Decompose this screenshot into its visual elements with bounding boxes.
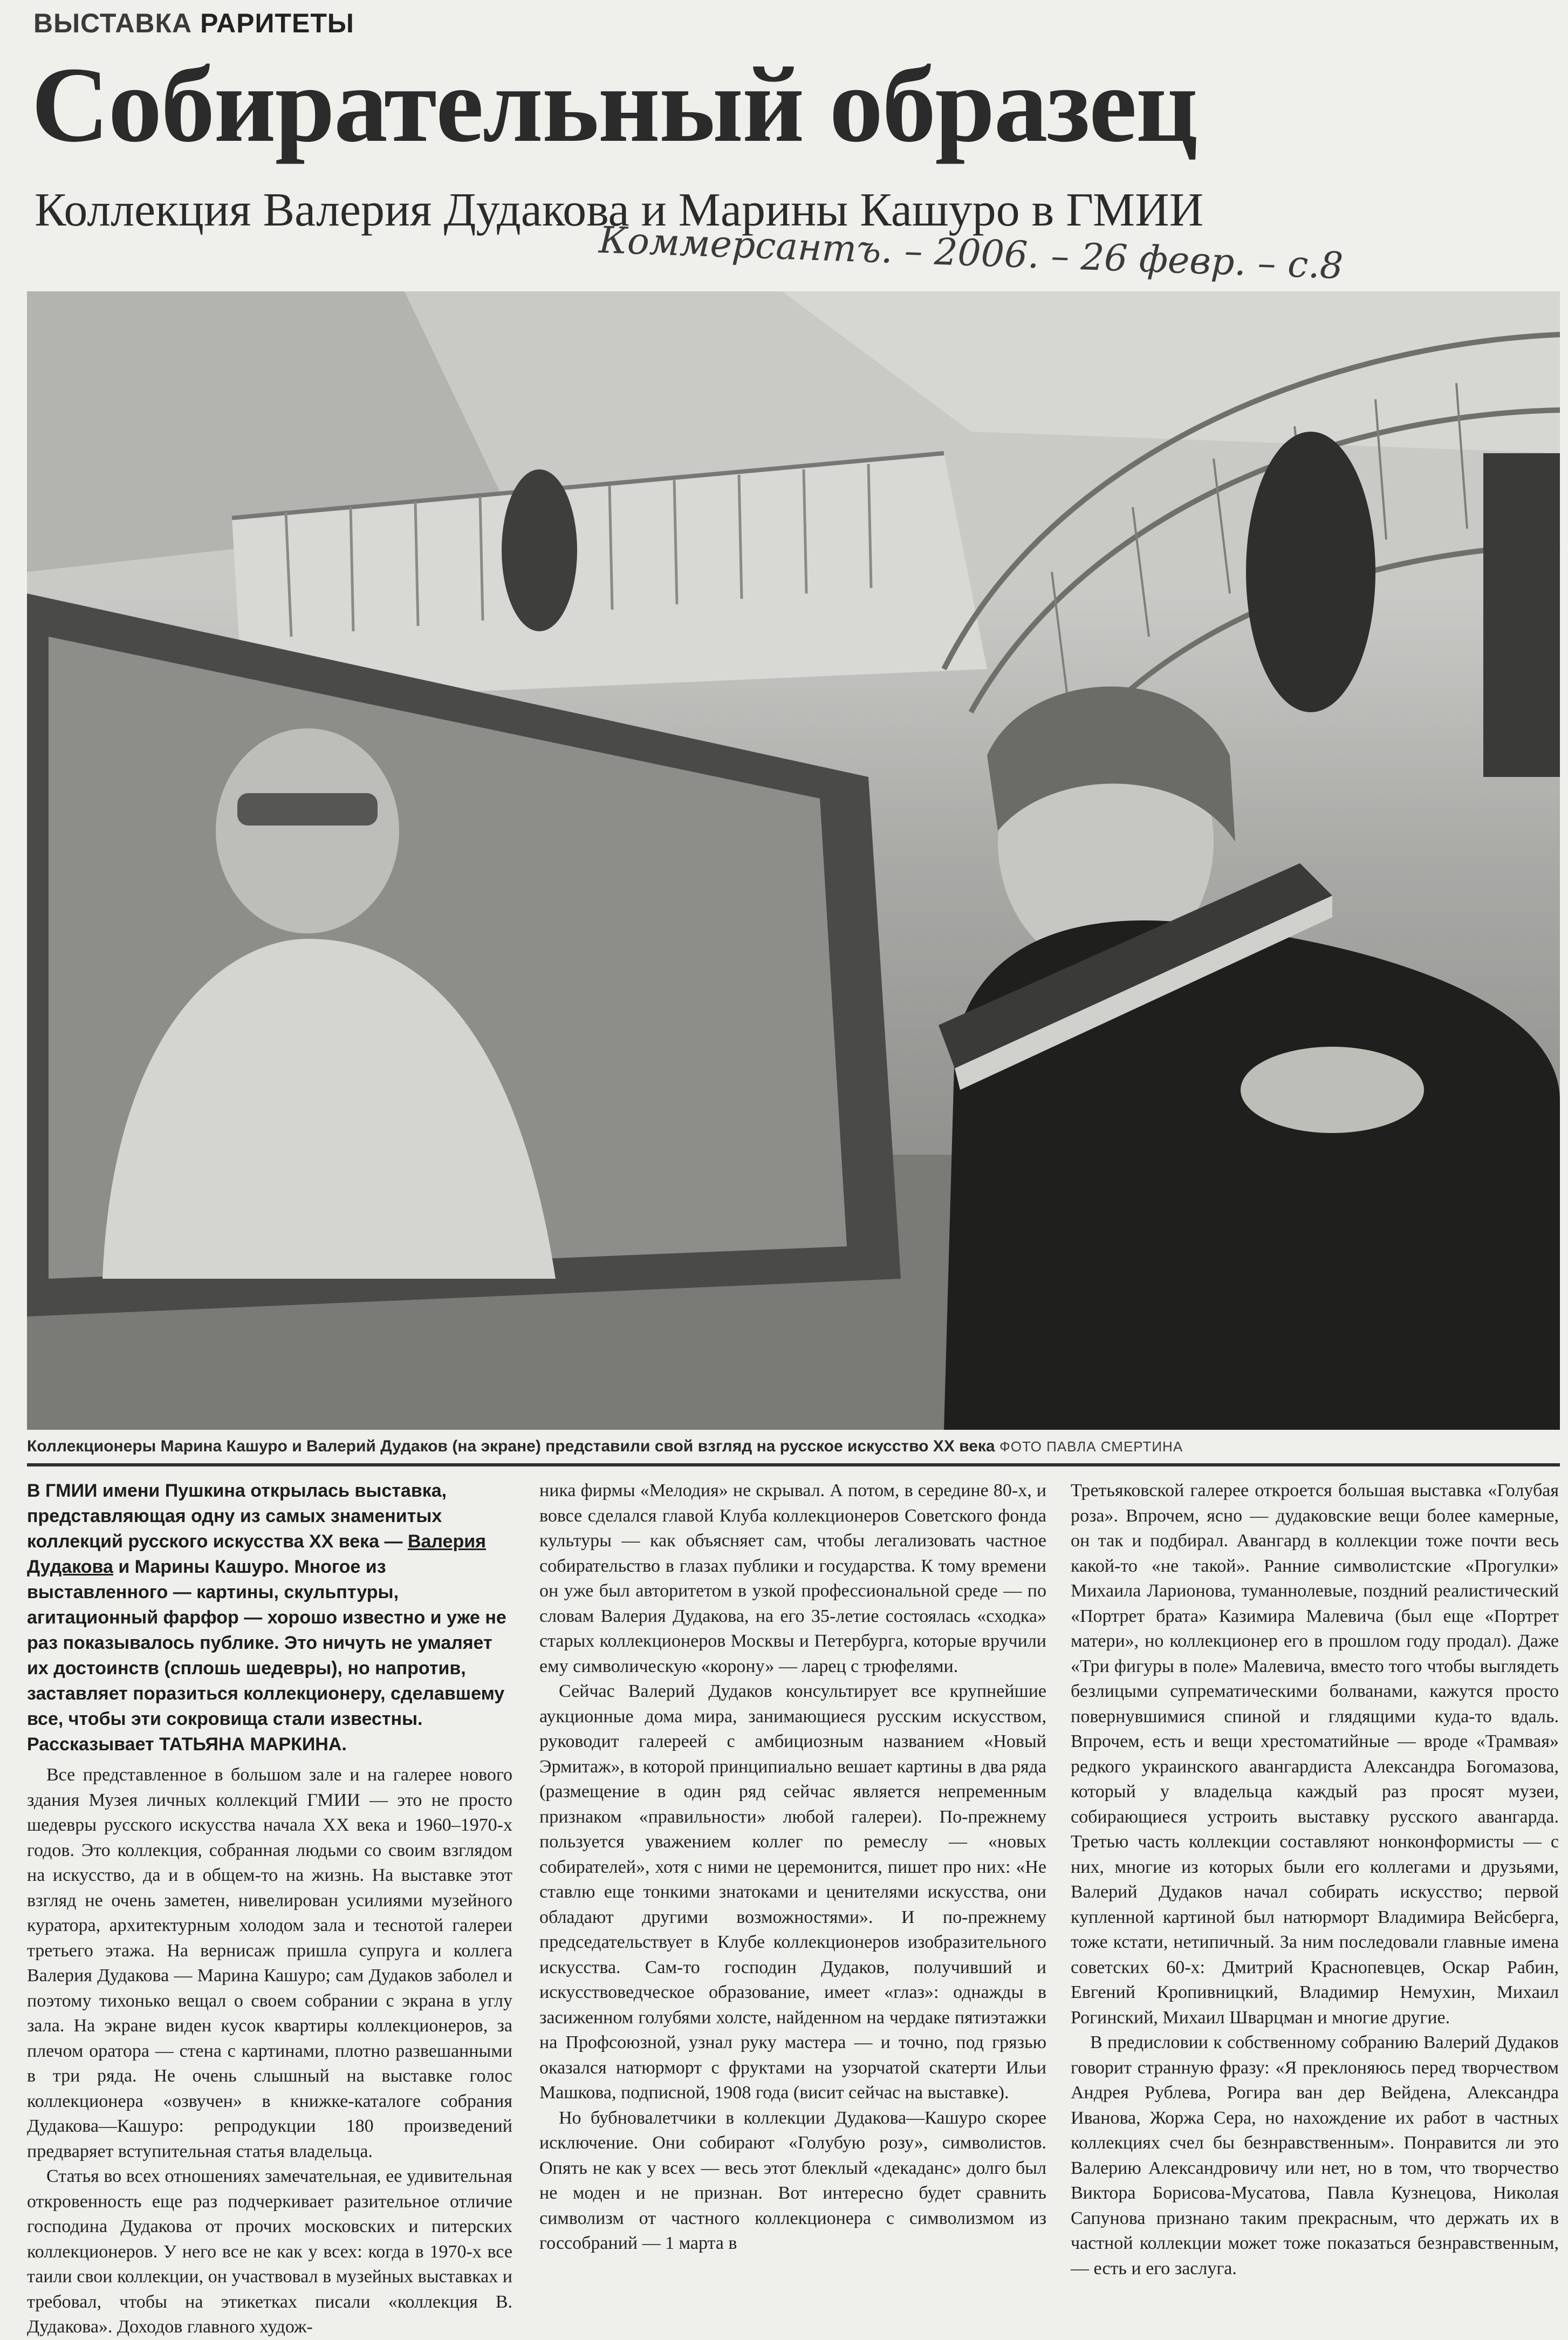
rubric-main: ВЫСТАВКА [33, 8, 193, 38]
text-column-2 [539, 1478, 1046, 2288]
caption-text: Коллекционеры Марина Кашуро и Валерий Дудаков (на экране) представили свой взгляд на русское искусство XX века [27, 1437, 995, 1455]
section-rubric [33, 8, 354, 39]
caption-divider [27, 1463, 1560, 1466]
article-lead [27, 1478, 512, 1757]
body-paragraph: Но бубновалетчики в коллекции Дудакова—Кашуро скорее исключение. Они собирают «Голубую розу», символистов. Опять не как у всех — весь этот блеклый «декаданс» долго был не моден и не признан. Вот интересно будет сравнить символизм от частного коллекционера с символизмом из госсобраний — 1 марта в [539, 2107, 1046, 2253]
body-paragraph: ника фирмы «Мелодия» не скрывал. А потом, в середине 80-х, и вовсе сделался главой Клуба коллекционеров Советского фонда культуры — как объясняет сам, чтобы легализовать частное собирательство в глазах публики и государства. К тому времени он уже был авторитетом в узкой профессиональной среде — по словам Валерия Дудакова, на его 35-летие состоялась «сходка» старых коллекционеров Москвы и Петербурга, которые вручили ему символическую «корону» — ларец с трюфелями. [539, 1481, 1046, 1676]
lead-underlined-name: Валерия Дудакова [27, 1531, 486, 1577]
article-photo [27, 291, 1560, 1430]
handwritten-source-note: Коммерсантъ. – 2006. – 26 февр. – с.8 [598, 219, 1344, 288]
article-subheadline: Коллекция Валерия Дудакова и Марины Кашуро в ГМИИ [35, 184, 1204, 236]
photo-caption [27, 1436, 1560, 1457]
article-headline: Собирательный образец [31, 45, 1197, 165]
text-column-3 [1071, 1478, 1559, 2288]
photo-credit: ФОТО ПАВЛА СМЕРТИНА [999, 1438, 1183, 1455]
rubric-sub: РАРИТЕТЫ [200, 8, 354, 38]
text-column-1 [27, 1478, 512, 2337]
photo-illustration [27, 291, 1560, 1430]
lead-text-part1: В ГМИИ имени Пушкина открылась выставка, представляющая одну из самых знаменитых коллекций русского искусства XX века — [27, 1481, 447, 1552]
body-paragraph: В предисловии к собственному собранию Валерий Дудаков говорит странную фразу: «Я преклоняюсь перед творчеством Андрея Рублева, Рогира ван дер Вейдена, Александра Иванова, Жоржа Сера, но нахождение их работ в частных коллекциях счел бы безнравственным». Понравится ли это Валерию Александровичу или нет, но в том, что творчество Виктора Борисова-Мусатова, Павла Кузнецова, Николая Сапунова признано таким прекрасным, что держать их в частной коллекции может тоже показаться безнравственным, — есть и его заслуга. [1071, 2032, 1559, 2278]
body-paragraph: Статья во всех отношениях замечательная, ее удивительная откровенность еще раз подчеркивает разительное отличие господина Дудакова от прочих московских и питерских коллекционеров. У него все не как у всех: когда в 1970-х все таили свои коллекции, он участвовал в музейных выставках и требовал, чтобы на этикетках писали «коллекция В. Дудакова». Доходов главного худож- [27, 2166, 512, 2337]
body-paragraph: Все представленное в большом зале и на галерее нового здания Музея личных коллекций ГМИИ — это не просто шедевры русского искусства начала XX века и 1960–1970-х годов. Это коллекция, собранная людьми со своим взглядом на искусство, да и в общем-то на жизнь. На выставке этот взгляд не очень заметен, нивелирован усилиями музейного куратора, архитектурным холодом зала и теснотой галереи третьего этажа. На вернисаж пришла супруга и коллега Валерия Дудакова — Марина Кашуро; сам Дудаков заболел и поэтому тихонько вещал о своем собрании с экрана в углу зала. На экране виден кусок квартиры коллекционеров, за плечом оратора — стена с картинами, плотно развешанными в три ряда. Не очень слышный на выставке голос коллекционера «озвучен» в книжке-каталоге собрания Дудакова—Кашуро: репродукции 180 произведений предваряет вступительная статья владельца. [27, 1765, 512, 2161]
lead-text-part2: и Марины Кашуро. Многое из выставленного — картины, скульптуры, агитационный фарфор — хорошо известно и уже не раз показывалось публике. Это ничуть не умаляет их достоинств (сплошь шедевры), но напротив, заставляет поразиться коллекционеру, сделавшему все, чтобы эти сокровища стали известны. Рассказывает ТАТЬЯНА МАРКИНА. [27, 1557, 506, 1755]
body-paragraph: Сейчас Валерий Дудаков консультирует все крупнейшие аукционные дома мира, занимающиеся русским искусством, руководит галереей с амбициозным названием «Новый Эрмитаж», в которой принципиально вешает картины в два ряда (размещение в один ряд сейчас является непременным признаком «правильности» любой галереи). По-прежнему пользуется уважением коллег по ремеслу — «новых собирателей», хотя с ними не церемонится, пишет про них: «Не ставлю еще тонкими знатоками и ценителями искусства, они обладают другими возможностями». И по-прежнему председательствует в Клубе коллекционеров изобразительного искусства. Сам-то господин Дудаков, получивший и искусствоведческое образование, имеет «глаз»: однажды в засиженном голубями холсте, найденном на чердаке пятиэтажки на Профсоюзной, узнал руку мастера — и точно, под грязью оказался натюрморт с фруктами на узорчатой скатерти Ильи Машкова, подписной, 1908 года (висит сейчас на выставке). [539, 1681, 1046, 2103]
body-paragraph: Третьяковской галерее откроется большая выставка «Голубая роза». Впрочем, ясно — дудаковские вещи более камерные, он так и подбирал. Авангард в коллекции тоже почти весь какой-то «не такой». Ранние символистские «Прогулки» Михаила Ларионова, туманнолевые, поздний реалистический «Портрет брата» Казимира Малевича (был еще «Портрет матери», но коллекционер его в прошлом году продал). Даже «Три фигуры в поле» Малевича, вместо того чтобы выглядеть безлицыми супрематическими болванами, кажутся просто повернувшимися спиной и глядящими куда-то вдаль. Впрочем, есть и вещи хрестоматийные — вроде «Трамвая» редкого украинского авангардиста Александра Богомазова, который у владельца каждый раз просят музеи, собирающиеся устроить выставку русского авангарда. Третью часть коллекции составляют нонконформисты — с них, многие из которых были его коллегами и друзьями, Валерий Дудаков начал собирать искусство; первой купленной картиной был натюрморт Владимира Вейсберга, тоже кстати, нетипичный. За ним последовали главные имена советских 60-х: Дмитрий Краснопевцев, Оскар Рабин, Евгений Кропивницкий, Владимир Немухин, Михаил Рогинский, Михаил Шварцман и многие другие. [1071, 1481, 1559, 2028]
